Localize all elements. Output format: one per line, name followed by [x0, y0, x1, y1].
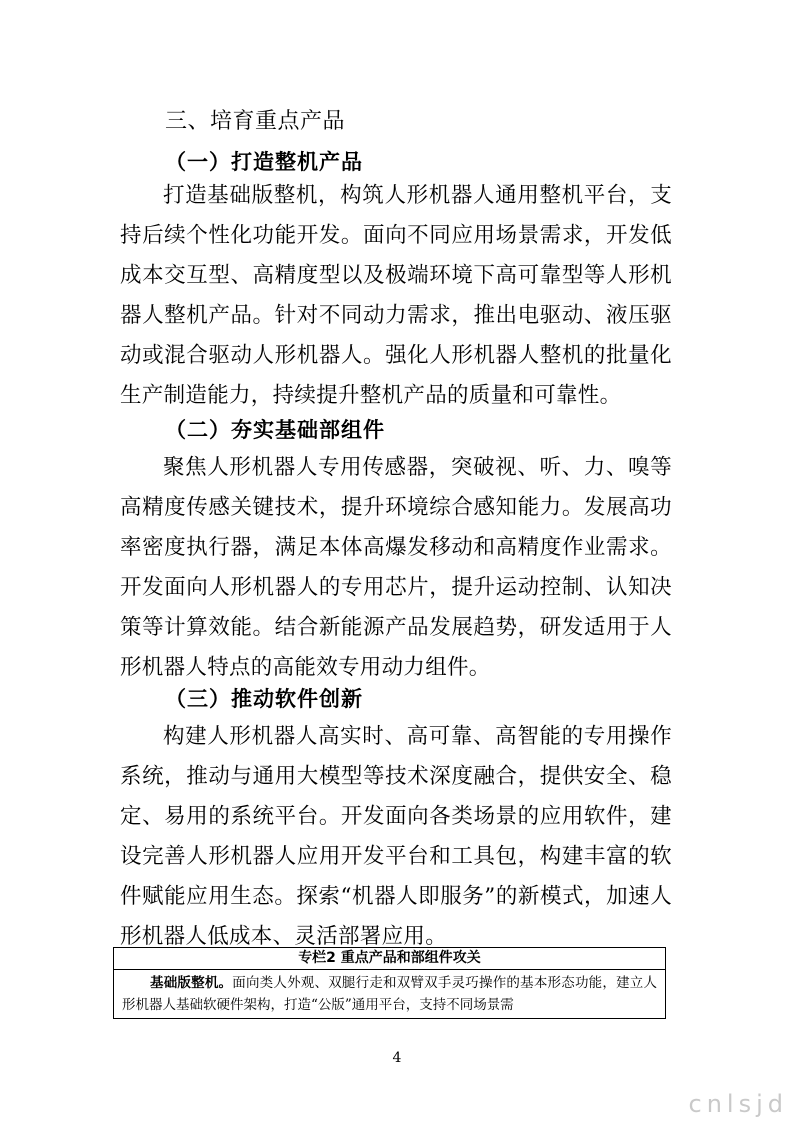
watermark: cnlsjd	[688, 1090, 788, 1118]
feature-box-title: 专栏2 重点产品和部组件攻关	[114, 948, 665, 970]
subsection-body-2: 聚焦人形机器人专用传感器，突破视、听、力、嗅等高精度传感关键技术，提升环境综合感知能力。发展高功率密度执行器，满足本体高爆发移动和高精度作业需求。开发面向人形机器人的专用芯片，提升运动控制、认知决策等计算效能。结合新能源产品发展趋势，研发适用于人形机器人特点的高能效专用动力组件。	[120, 455, 672, 680]
subsection-heading-2: （二）夯实基础部组件	[165, 418, 385, 442]
page-number: 4	[392, 1050, 402, 1066]
section-title: 三、培育重点产品	[165, 109, 346, 134]
feature-box-text: 面向类人外观、双腿行走和双臂双手灵巧操作的基本形态功能，建立人形机器人基础软硬件架构，打造“公版”通用平台，支持不同场景需	[122, 975, 657, 1013]
subsection-heading-3: （三）推动软件创新	[165, 687, 363, 711]
subsection-body-1: 打造基础版整机，构筑人形机器人通用整机平台，支持后续个性化功能开发。面向不同应用场景需求，开发低成本交互型、高精度型以及极端环境下高可靠型等人形机器人整机产品。针对不同动力需求，推出电驱动、液压驱动或混合驱动人形机器人。强化人形机器人整机的批量化生产制造能力，持续提升整机产品的质量和可靠性。	[120, 183, 672, 408]
subsection-body-3: 构建人形机器人高实时、高可靠、高智能的专用操作系统，推动与通用大模型等技术深度融合，提供安全、稳定、易用的系统平台。开发面向各类场景的应用软件，建设完善人形机器人应用开发平台和工具包，构建丰富的软件赋能应用生态。探索“机器人即服务”的新模式，加速人形机器人低成本、灵活部署应用。	[120, 724, 672, 949]
feature-box-body	[114, 970, 665, 1016]
feature-box-lead: 基础版整机。	[150, 975, 233, 991]
feature-box	[113, 947, 666, 1019]
subsection-heading-1: （一）打造整机产品	[165, 150, 363, 174]
